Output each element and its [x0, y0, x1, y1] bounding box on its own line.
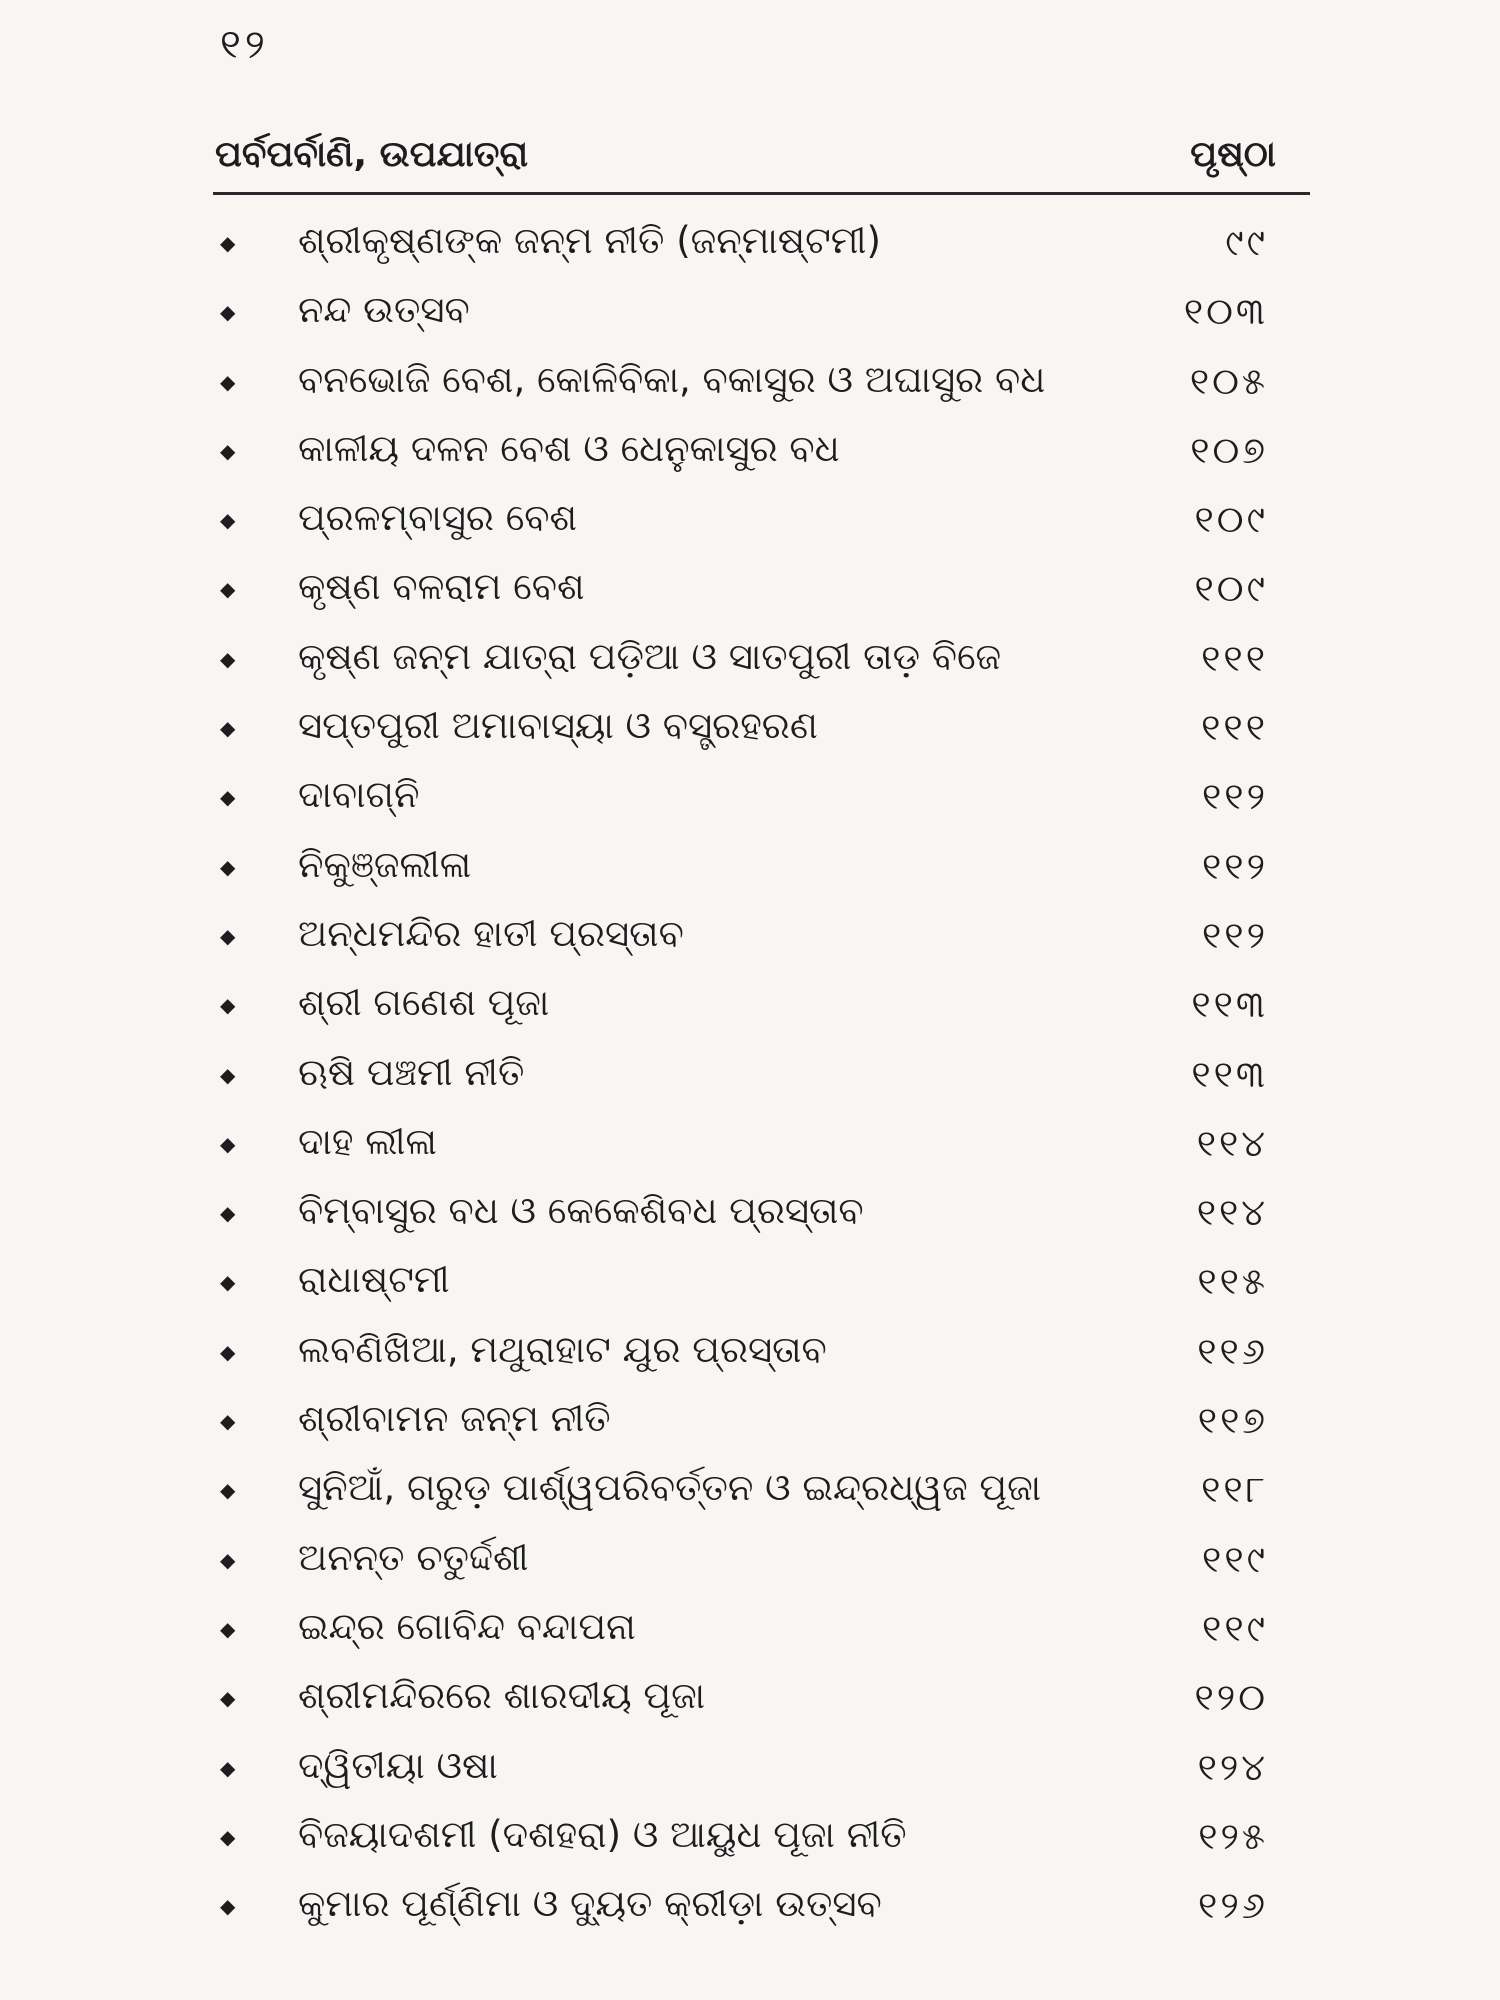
toc-entry [0, 1185, 1500, 1254]
toc-entry [0, 1809, 1500, 1878]
toc-entry [0, 492, 1500, 561]
toc-entry-page: ୧୨୦ [1194, 1676, 1268, 1720]
toc-entry-page: ୧୧୫ [1197, 1260, 1268, 1304]
toc-entry [0, 561, 1500, 630]
toc-entry-page: ୧୧୧ [1201, 636, 1268, 680]
toc-entry-title: ରାଧାଷ୍ଟମୀ [298, 1258, 450, 1302]
toc-entry [0, 1462, 1500, 1531]
toc-entry-title: କୃଷ୍ଣ ବଳରାମ ବେଶ [298, 565, 585, 609]
toc-entry-title: ଦାବାଗ୍ନି [298, 773, 420, 817]
toc-entry [0, 1047, 1500, 1116]
toc-entry-page: ୧୦୫ [1189, 359, 1268, 403]
bullet-diamond-icon: ◆ [220, 1894, 236, 1919]
toc-entry-page: ୧୧୬ [1197, 1329, 1268, 1373]
toc-entry-title: କାଳୀୟ ଦଳନ ବେଶ ଓ ଧେନୁକାସୁର ବଧ [298, 426, 840, 470]
toc-entry-title: ଦାହ ଲୀଳା [298, 1119, 437, 1163]
toc-entry [0, 354, 1500, 423]
toc-entry [0, 908, 1500, 977]
toc-entry-page: ୧୧୪ [1196, 1191, 1268, 1235]
bullet-diamond-icon: ◆ [220, 1755, 236, 1780]
toc-entry-page: ୧୨୬ [1198, 1884, 1268, 1928]
toc-entry [0, 1670, 1500, 1739]
bullet-diamond-icon: ◆ [220, 1131, 236, 1156]
toc-entry [0, 700, 1500, 769]
bullet-diamond-icon: ◆ [220, 785, 236, 810]
toc-entry [0, 1740, 1500, 1809]
bullet-diamond-icon: ◆ [220, 1478, 236, 1503]
toc-entry [0, 1116, 1500, 1185]
toc-entry [0, 423, 1500, 492]
toc-entry [0, 1601, 1500, 1670]
page-column-label: ପୃଷ୍ଠା [1190, 134, 1276, 175]
toc-entry-title: ଅନନ୍ତ ଚତୁର୍ଦ୍ଦଶୀ [298, 1535, 529, 1579]
toc-entry-page: ୯୯ [1225, 221, 1268, 264]
toc-entry-title: ବନଭୋଜି ବେଶ, କୋଳିବିକା, ବକାସୁର ଓ ଅଘାସୁର ବଧ [298, 357, 1046, 401]
toc-entry-title: ଶ୍ରୀବାମନ ଜନ୍ମ ନୀତି [298, 1397, 611, 1441]
bullet-diamond-icon: ◆ [220, 646, 236, 671]
bullet-diamond-icon: ◆ [220, 1616, 236, 1641]
bullet-diamond-icon: ◆ [220, 438, 236, 463]
toc-entry-title: ଇନ୍ଦ୍ର ଗୋବିନ୍ଦ ବନ୍ଦାପନା [298, 1604, 636, 1648]
toc-header [213, 130, 1310, 195]
bullet-diamond-icon: ◆ [220, 1547, 236, 1572]
section-title: ପର୍ବପର୍ବାଣି, ଉପଯାତ୍ରା [215, 134, 529, 175]
toc-entry-page: ୧୧୯ [1202, 1537, 1268, 1581]
bullet-diamond-icon: ◆ [220, 577, 236, 602]
bullet-diamond-icon: ◆ [220, 1339, 236, 1364]
bullet-diamond-icon: ◆ [220, 1062, 236, 1087]
toc-entry-title: ଅନ୍ଧମନ୍ଦିର ହାତୀ ପ୍ରସ୍ତାବ [298, 911, 684, 955]
bullet-diamond-icon: ◆ [220, 369, 236, 394]
bullet-diamond-icon: ◆ [220, 923, 236, 948]
toc-entry-page: ୧୦୩ [1183, 290, 1268, 334]
bullet-diamond-icon: ◆ [220, 1686, 236, 1711]
bullet-diamond-icon: ◆ [220, 508, 236, 533]
bullet-diamond-icon: ◆ [220, 1201, 236, 1226]
toc-list [0, 215, 1500, 1947]
toc-entry [0, 1254, 1500, 1323]
toc-entry [0, 1324, 1500, 1393]
toc-entry-title: ଶ୍ରୀକୃଷ୍ଣଙ୍କ ଜନ୍ମ ନୀତି (ଜନ୍ମାଷ୍ଟମୀ) [298, 219, 881, 262]
toc-entry [0, 1532, 1500, 1601]
toc-entry-title: ବିମ୍ବାସୁର ବଧ ଓ କେକେଶିବଧ ପ୍ରସ୍ତାବ [298, 1189, 864, 1233]
bullet-diamond-icon: ◆ [220, 300, 236, 325]
bullet-diamond-icon: ◆ [220, 993, 236, 1018]
toc-entry [0, 215, 1500, 284]
bullet-diamond-icon: ◆ [220, 1409, 236, 1434]
toc-entry [0, 631, 1500, 700]
toc-entry-page: ୧୧୩ [1191, 1052, 1268, 1096]
toc-entry-title: ସୁନିଆଁ, ଗରୁଡ଼ ପାର୍ଶ୍ୱପରିବର୍ତ୍ତନ ଓ ଇନ୍ଦ୍ରଧ୍ୱଜ ପୂଜା [298, 1466, 1042, 1510]
toc-entry [0, 1878, 1500, 1947]
toc-entry [0, 284, 1500, 353]
toc-entry-page: ୧୧୧ [1201, 706, 1268, 750]
toc-entry-page: ୧୧୭ [1197, 1399, 1268, 1443]
toc-entry-page: ୧୧୪ [1196, 1121, 1268, 1165]
bullet-diamond-icon: ◆ [220, 1824, 236, 1849]
toc-entry [0, 1393, 1500, 1462]
toc-entry-title: କୃଷ୍ଣ ଜନ୍ମ ଯାତ୍ରା ପଡ଼ିଆ ଓ ସାତପୁରୀ ତାଡ଼ ବିଜେ [298, 634, 1002, 678]
toc-entry-page: ୧୧୮ [1201, 1468, 1268, 1512]
toc-entry-title: ନନ୍ଦ ଉତ୍ସବ [298, 288, 470, 332]
toc-entry-page: ୧୧୨ [1202, 775, 1268, 819]
toc-entry-title: ଶ୍ରୀମନ୍ଦିରରେ ଶାରଦୀୟ ପୂଜା [298, 1674, 706, 1718]
toc-entry-page: ୧୧୨ [1202, 844, 1268, 888]
toc-entry-page: ୧୨୪ [1197, 1745, 1268, 1789]
bullet-diamond-icon: ◆ [220, 1270, 236, 1295]
toc-entry-title: ଲବଣିଖିଆ, ମଥୁରାହାଟ ଯୁର ପ୍ରସ୍ତାବ [298, 1327, 827, 1371]
toc-entry-title: ଦ୍ୱିତୀୟା ଓଷା [298, 1743, 498, 1787]
toc-entry-page: ୧୨୫ [1198, 1814, 1268, 1858]
toc-entry [0, 839, 1500, 908]
toc-entry-title: କୁମାର ପୂର୍ଣ୍ଣିମା ଓ ଦ୍ୟୁତ କ୍ରୀଡ଼ା ଉତ୍ସବ [298, 1882, 882, 1926]
bullet-diamond-icon: ◆ [220, 716, 236, 741]
toc-entry-page: ୧୦୯ [1194, 567, 1268, 611]
toc-entry-title: ନିକୁଞ୍ଜଲୀଳା [298, 842, 472, 886]
toc-entry-title: ଶ୍ରୀ ଗଣେଶ ପୂଜା [298, 981, 550, 1025]
bullet-diamond-icon: ◆ [220, 231, 236, 255]
toc-entry-title: ପ୍ରଳମ୍ବାସୁର ବେଶ [298, 496, 578, 540]
toc-entry-title: ଋଷି ପଞ୍ଚମୀ ନୀତି [298, 1050, 525, 1094]
toc-entry [0, 977, 1500, 1046]
toc-entry-title: ସପ୍ତପୁରୀ ଅମାବାସ୍ୟା ଓ ବସ୍ତ୍ରହରଣ [298, 704, 818, 748]
toc-entry [0, 769, 1500, 838]
toc-entry-page: ୧୧୯ [1202, 1606, 1268, 1650]
toc-entry-page: ୧୧୩ [1191, 983, 1268, 1027]
toc-entry-page: ୧୦୭ [1190, 428, 1268, 472]
page-number: ୧୨ [220, 22, 269, 68]
bullet-diamond-icon: ◆ [220, 854, 236, 879]
toc-entry-page: ୧୦୯ [1194, 498, 1268, 542]
toc-entry-title: ବିଜୟାଦଶମୀ (ଦଶହରା) ଓ ଆୟୁଧ ପୂଜା ନୀତି [298, 1812, 907, 1856]
toc-entry-page: ୧୧୨ [1202, 913, 1268, 957]
